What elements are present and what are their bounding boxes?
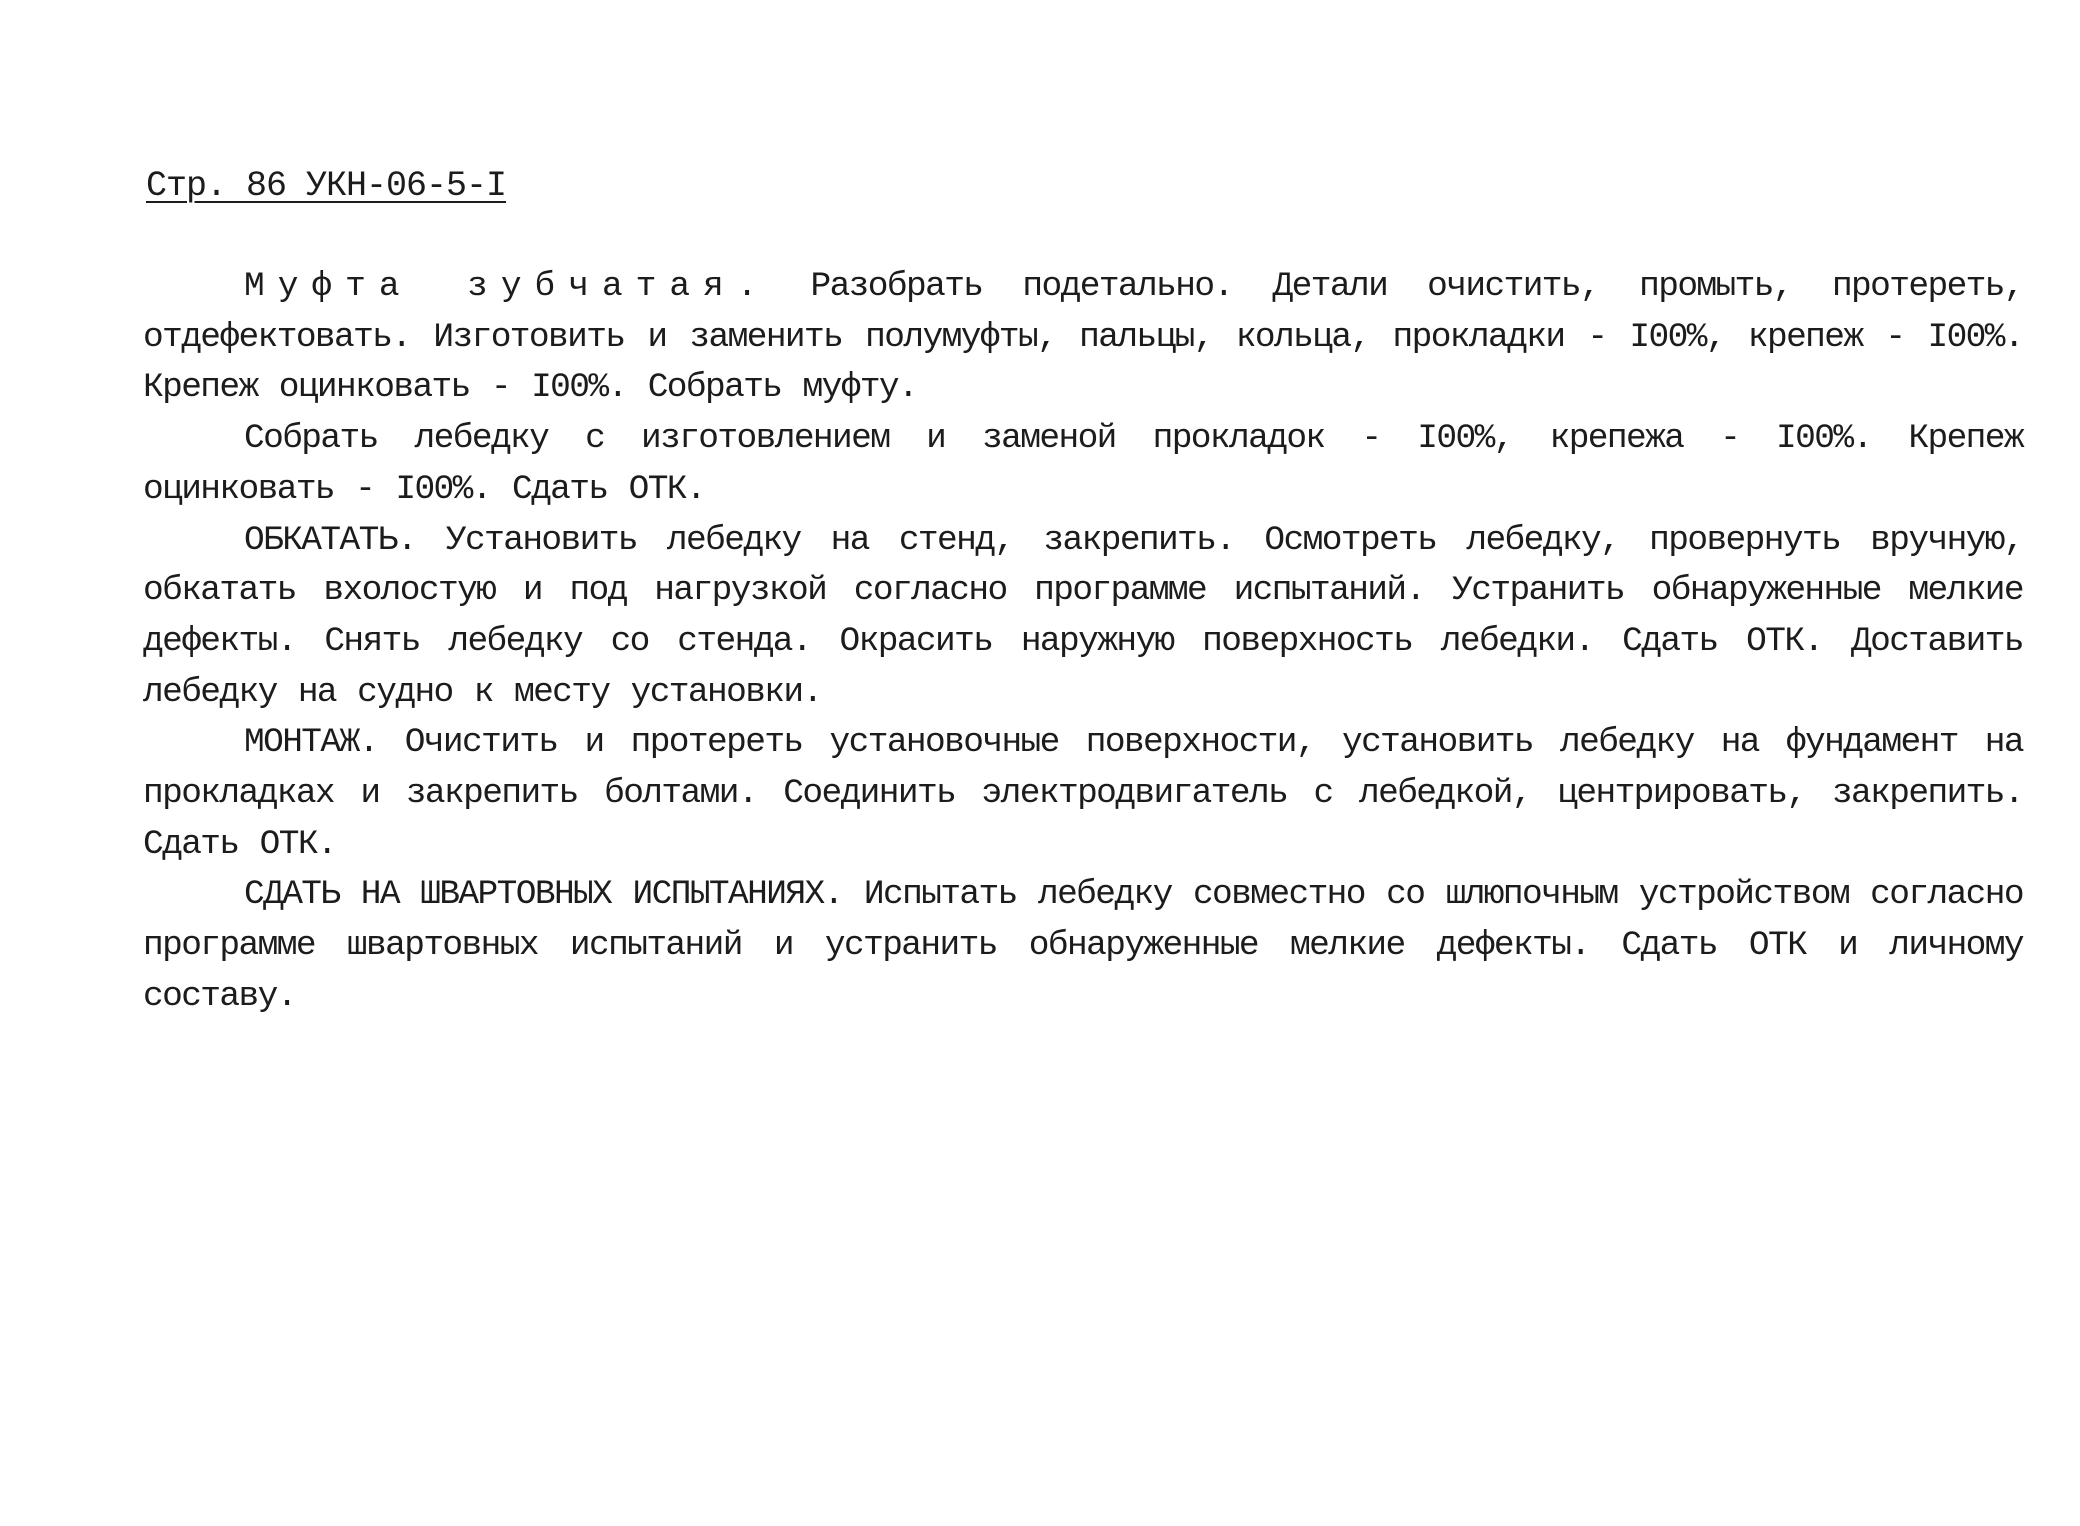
paragraph-text: ОБКАТАТЬ. Установить лебедку на стенд, закрепить. Осмотреть лебедку, провернуть вручную, обкатать вхолостую и под нагрузкой согласно программе испытаний. Устранить обнаруженные мелкие дефекты. Снять лебедку со стенда. Окрасить наружную поверхность лебедки. Сдать ОТК. Доставить лебедку на судно к месту установки. (143, 520, 2023, 712)
paragraph-coupling (143, 262, 2023, 414)
page-header: Стр. 86 УКН-06-5-I (146, 166, 507, 206)
paragraph-text: Собрать лебедку с изготовлением и заменой прокладок - I00%, крепежа - I00%. Крепеж оцинковать - I00%. Сдать ОТК. (143, 419, 2023, 509)
paragraph-text: СДАТЬ НА ШВАРТОВНЫХ ИСПЫТАНИЯХ. Испытать лебедку совместно со шлюпочным устройством согласно программе швартовных испытаний и устранить обнаруженные мелкие дефекты. Сдать ОТК и личному составу. (143, 875, 2023, 1016)
paragraph-lead: Муфта зубчатая. (244, 267, 771, 306)
paragraph-assembly (143, 414, 2023, 515)
document-body (143, 262, 2023, 1023)
paragraph-installation (143, 718, 2023, 870)
paragraph-run-in (143, 516, 2023, 719)
paragraph-mooring-tests (143, 870, 2023, 1022)
paragraph-text: Разобрать подетально. Детали очистить, промыть, протереть, отдефектовать. Изготовить и заменить полумуфты, пальцы, кольца, прокладки - I00%, крепеж - I00%. Крепеж оцинковать - I00%. Собрать муфту. (143, 267, 2023, 408)
paragraph-text: МОНТАЖ. Очистить и протереть установочные поверхности, установить лебедку на фундамент на прокладках и закрепить болтами. Соединить электродвигатель с лебедкой, центрировать, закрепить. Сдать ОТК. (143, 723, 2023, 864)
